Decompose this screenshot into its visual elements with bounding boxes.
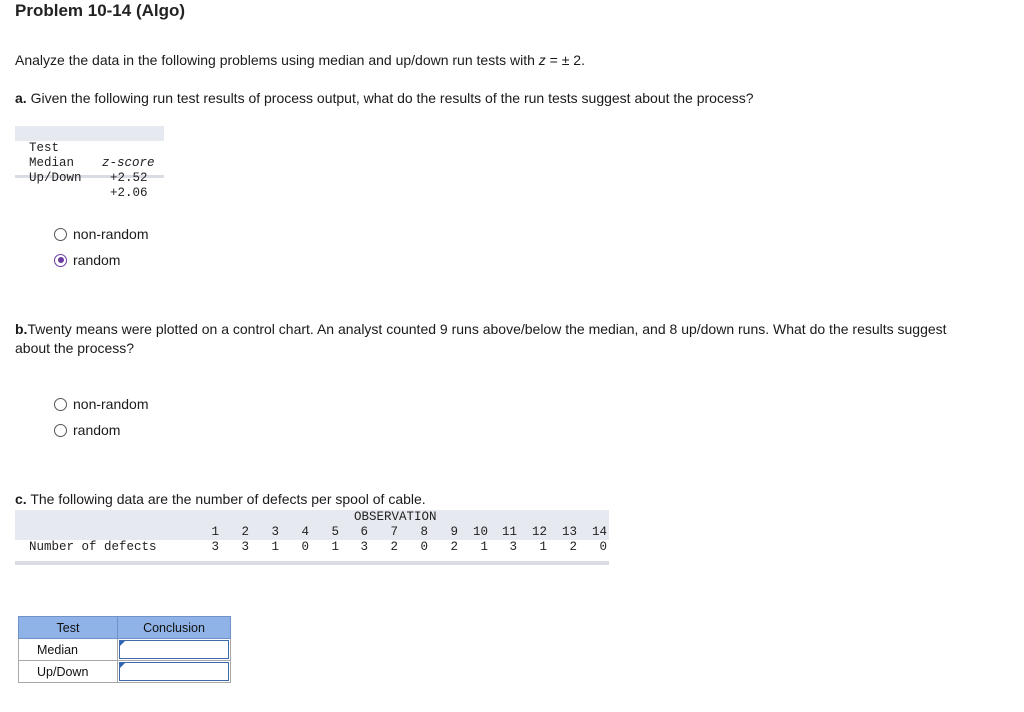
table-underbar [15, 561, 609, 565]
radio-b-random[interactable] [54, 417, 149, 443]
row-test: Up/Down [29, 171, 82, 185]
defect-count: 0 [301, 540, 309, 554]
table-row [19, 661, 231, 683]
page-title: Problem 10-14 (Algo) [15, 1, 186, 20]
header-test: Test [19, 617, 118, 639]
radio-a-non-random[interactable] [54, 221, 149, 247]
question-a-prefix: a. [15, 90, 27, 106]
defects-row-label: Number of defects [29, 540, 157, 554]
observation-header: OBSERVATION [354, 510, 437, 524]
table-row [19, 639, 231, 661]
observation-numbers [15, 525, 609, 540]
radio-label: non-random [73, 396, 149, 412]
row-z-score: +2.06 [110, 186, 148, 200]
defect-count: 2 [390, 540, 398, 554]
defect-count: 3 [360, 540, 368, 554]
defect-count: 3 [211, 540, 219, 554]
header-z-score: z-score [102, 156, 155, 170]
table-row [15, 540, 609, 555]
question-c-text: The following data are the number of defects per spool of cable. [26, 491, 426, 507]
median-conclusion-dropdown[interactable] [118, 639, 231, 661]
row-test: Median [29, 156, 75, 170]
observation-number: 9 [450, 525, 458, 539]
conclusion-table-header [19, 617, 231, 639]
median-conclusion-input[interactable] [119, 640, 229, 659]
z-variable: z [538, 52, 546, 68]
z-value: = ± 2. [545, 52, 585, 68]
observation-number: 8 [420, 525, 428, 539]
radio-label: random [73, 252, 121, 268]
intro-text [15, 52, 585, 68]
conclusion-table [18, 616, 231, 683]
observation-number: 10 [472, 525, 488, 539]
question-c-prefix: c. [15, 491, 27, 507]
radio-circle-icon[interactable] [54, 398, 67, 411]
defects-table [15, 510, 609, 565]
observation-number: 3 [271, 525, 279, 539]
defect-count: 3 [241, 540, 249, 554]
defect-count: 2 [450, 540, 458, 554]
radio-label: non-random [73, 226, 149, 242]
row-z-score: +2.52 [110, 171, 148, 185]
observation-number: 13 [561, 525, 577, 539]
defects-table-header [15, 510, 609, 540]
question-c [15, 490, 426, 509]
intro-main: Analyze the data in the following problems using median and up/down run tests with [15, 52, 539, 68]
question-b [15, 320, 975, 358]
observation-number: 11 [501, 525, 517, 539]
defect-count: 1 [271, 540, 279, 554]
header-test: Test [29, 141, 60, 155]
question-a-text: Given the following run test results of process output, what do the results of the run tests suggest about the process? [26, 90, 754, 106]
defect-count: 2 [569, 540, 577, 554]
observation-number: 4 [301, 525, 309, 539]
observation-number: 5 [331, 525, 339, 539]
radio-circle-icon[interactable] [54, 424, 67, 437]
observation-number: 1 [211, 525, 219, 539]
z-score-table [15, 126, 164, 200]
updown-conclusion-dropdown[interactable] [118, 661, 231, 683]
defect-count: 3 [509, 540, 517, 554]
observation-number: 12 [531, 525, 547, 539]
radio-group-a [54, 221, 149, 273]
radio-label: random [73, 422, 121, 438]
header-conclusion: Conclusion [118, 617, 231, 639]
defect-count: 0 [599, 540, 607, 554]
question-a [15, 89, 754, 108]
defect-count: 1 [331, 540, 339, 554]
radio-circle-icon[interactable] [54, 228, 67, 241]
radio-group-b [54, 391, 149, 443]
radio-b-non-random[interactable] [54, 391, 149, 417]
radio-checked-icon[interactable] [54, 254, 67, 267]
row-test: Median [19, 639, 118, 661]
observation-number: 6 [360, 525, 368, 539]
observation-number: 7 [390, 525, 398, 539]
updown-conclusion-input[interactable] [119, 662, 229, 681]
defect-count: 1 [480, 540, 488, 554]
question-b-prefix: b. [15, 321, 28, 337]
defect-count: 1 [539, 540, 547, 554]
defect-count: 0 [420, 540, 428, 554]
radio-a-random[interactable] [54, 247, 149, 273]
question-b-text: Twenty means were plotted on a control chart. An analyst counted 9 runs above/below the median, and 8 up/down runs. What do the results suggest about the process? [15, 321, 947, 356]
row-test: Up/Down [19, 661, 118, 683]
observation-number: 2 [241, 525, 249, 539]
observation-number: 14 [591, 525, 607, 539]
